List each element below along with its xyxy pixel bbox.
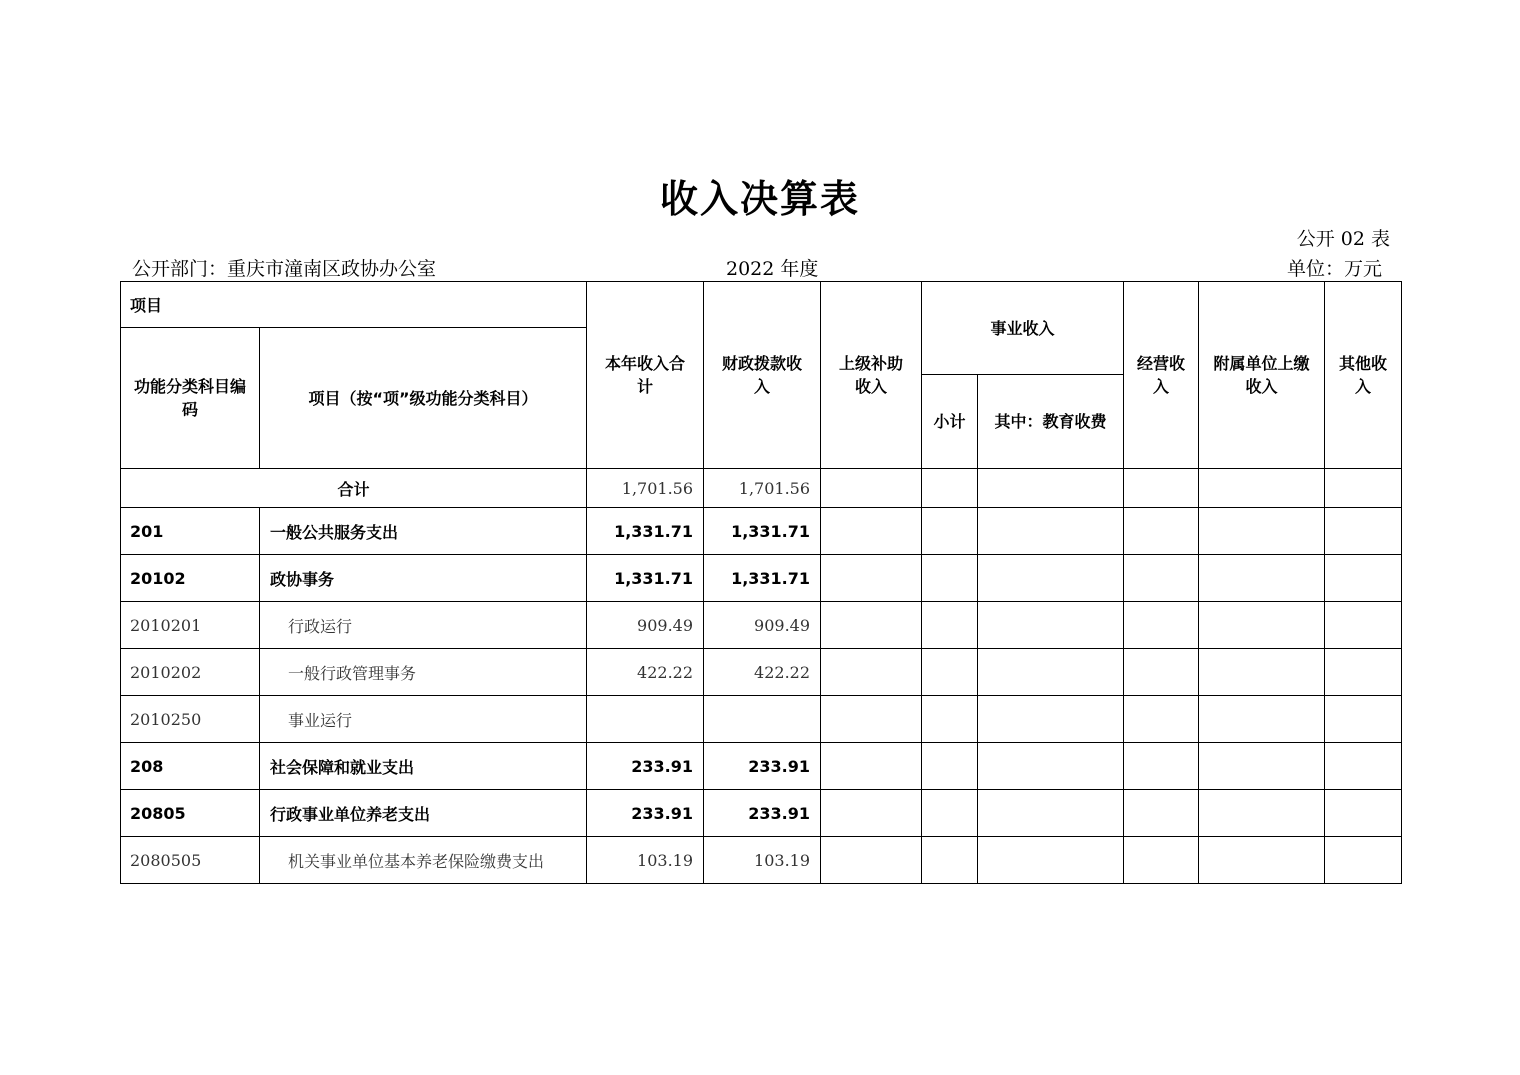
- empty-cell: [1124, 743, 1199, 790]
- empty-cell: [922, 508, 978, 555]
- row-total-income: [587, 696, 704, 743]
- row-item-name: 政协事务: [260, 555, 587, 602]
- row-fiscal-income: 103.19: [704, 837, 821, 884]
- empty-cell: [1325, 837, 1402, 884]
- empty-cell: [978, 508, 1124, 555]
- row-code: 2010201: [121, 602, 260, 649]
- empty-cell: [1199, 602, 1325, 649]
- row-total-income: 233.91: [587, 743, 704, 790]
- year-label: 2022 年度: [726, 258, 819, 280]
- empty-cell: [1199, 555, 1325, 602]
- empty-cell: [1325, 790, 1402, 837]
- empty-cell: [1325, 743, 1402, 790]
- header-affiliated-income: 附属单位上缴收入: [1199, 282, 1325, 469]
- row-code: 2010202: [121, 649, 260, 696]
- row-item-name: 社会保障和就业支出: [260, 743, 587, 790]
- empty-cell: [1124, 555, 1199, 602]
- empty-cell: [922, 649, 978, 696]
- empty-cell: [922, 790, 978, 837]
- empty-cell: [821, 555, 922, 602]
- row-total-income: 909.49: [587, 602, 704, 649]
- empty-cell: [821, 790, 922, 837]
- header-code: 功能分类科目编码: [121, 328, 260, 469]
- empty-cell: [821, 508, 922, 555]
- empty-cell: [1199, 649, 1325, 696]
- empty-cell: [978, 837, 1124, 884]
- empty-cell: [1325, 508, 1402, 555]
- table-row: [121, 555, 1402, 602]
- empty-cell: [1124, 602, 1199, 649]
- header-other-income: 其他收入: [1325, 282, 1402, 469]
- empty-cell: [821, 649, 922, 696]
- empty-cell: [978, 602, 1124, 649]
- total-row: [121, 469, 1402, 508]
- empty-cell: [1325, 602, 1402, 649]
- empty-cell: [1124, 649, 1199, 696]
- total-fiscal-value: 1,701.56: [704, 469, 821, 508]
- table-row: [121, 649, 1402, 696]
- empty-cell: [821, 743, 922, 790]
- row-fiscal-income: 422.22: [704, 649, 821, 696]
- empty-cell: [821, 837, 922, 884]
- table-row: [121, 790, 1402, 837]
- table-row: [121, 696, 1402, 743]
- empty-cell: [922, 555, 978, 602]
- header-superior-subsidy: 上级补助收入: [821, 282, 922, 469]
- empty-cell: [1199, 837, 1325, 884]
- row-total-income: 1,331.71: [587, 555, 704, 602]
- row-item-name: 行政运行: [260, 602, 587, 649]
- row-total-income: 1,331.71: [587, 508, 704, 555]
- table-number: 公开 02 表: [1296, 228, 1390, 250]
- row-fiscal-income: 1,331.71: [704, 508, 821, 555]
- empty-cell: [978, 555, 1124, 602]
- unit-label: 单位：万元: [1286, 258, 1382, 280]
- row-item-name: 一般行政管理事务: [260, 649, 587, 696]
- total-income-value: 1,701.56: [587, 469, 704, 508]
- empty-cell: [978, 743, 1124, 790]
- row-fiscal-income: 233.91: [704, 743, 821, 790]
- department-label: 公开部门：重庆市潼南区政协办公室: [132, 258, 437, 280]
- empty-cell: [978, 696, 1124, 743]
- row-item-name: 事业运行: [260, 696, 587, 743]
- header-item-name: 项目（按“项”级功能分类科目）: [260, 328, 587, 469]
- header-operating-income: 经营收入: [1124, 282, 1199, 469]
- empty-cell: [1124, 696, 1199, 743]
- header-subtotal: 小计: [922, 375, 978, 469]
- empty-cell: [1325, 649, 1402, 696]
- row-total-income: 422.22: [587, 649, 704, 696]
- empty-cell: [1199, 696, 1325, 743]
- row-item-name: 一般公共服务支出: [260, 508, 587, 555]
- table-row: [121, 508, 1402, 555]
- row-total-income: 233.91: [587, 790, 704, 837]
- row-fiscal-income: 233.91: [704, 790, 821, 837]
- row-fiscal-income: 909.49: [704, 602, 821, 649]
- empty-cell: [1199, 790, 1325, 837]
- row-fiscal-income: 1,331.71: [704, 555, 821, 602]
- empty-cell: [1325, 555, 1402, 602]
- header-education-fee: 其中：教育收费: [978, 375, 1124, 469]
- row-item-name: 机关事业单位基本养老保险缴费支出: [260, 837, 587, 884]
- table-row: [121, 837, 1402, 884]
- row-code: 2080505: [121, 837, 260, 884]
- income-table: [120, 281, 1402, 884]
- empty-cell: [922, 837, 978, 884]
- empty-cell: [1124, 790, 1199, 837]
- empty-cell: [1124, 508, 1199, 555]
- total-label: 合计: [121, 469, 587, 508]
- row-code: 201: [121, 508, 260, 555]
- empty-cell: [821, 602, 922, 649]
- header-fiscal-income: 财政拨款收入: [704, 282, 821, 469]
- row-code: 208: [121, 743, 260, 790]
- row-code: 2010250: [121, 696, 260, 743]
- empty-cell: [1199, 508, 1325, 555]
- empty-cell: [1199, 743, 1325, 790]
- row-item-name: 行政事业单位养老支出: [260, 790, 587, 837]
- row-code: 20102: [121, 555, 260, 602]
- empty-cell: [1325, 696, 1402, 743]
- empty-cell: [978, 649, 1124, 696]
- row-code: 20805: [121, 790, 260, 837]
- row-fiscal-income: [704, 696, 821, 743]
- empty-cell: [922, 743, 978, 790]
- empty-cell: [922, 696, 978, 743]
- empty-cell: [821, 696, 922, 743]
- empty-cell: [1124, 837, 1199, 884]
- table-row: [121, 602, 1402, 649]
- table-row: [121, 743, 1402, 790]
- row-total-income: 103.19: [587, 837, 704, 884]
- empty-cell: [978, 790, 1124, 837]
- header-total-income: 本年收入合计: [587, 282, 704, 469]
- header-business-income: 事业收入: [922, 282, 1124, 375]
- page-title: 收入决算表: [659, 176, 860, 221]
- empty-cell: [922, 602, 978, 649]
- header-item: 项目: [121, 282, 587, 328]
